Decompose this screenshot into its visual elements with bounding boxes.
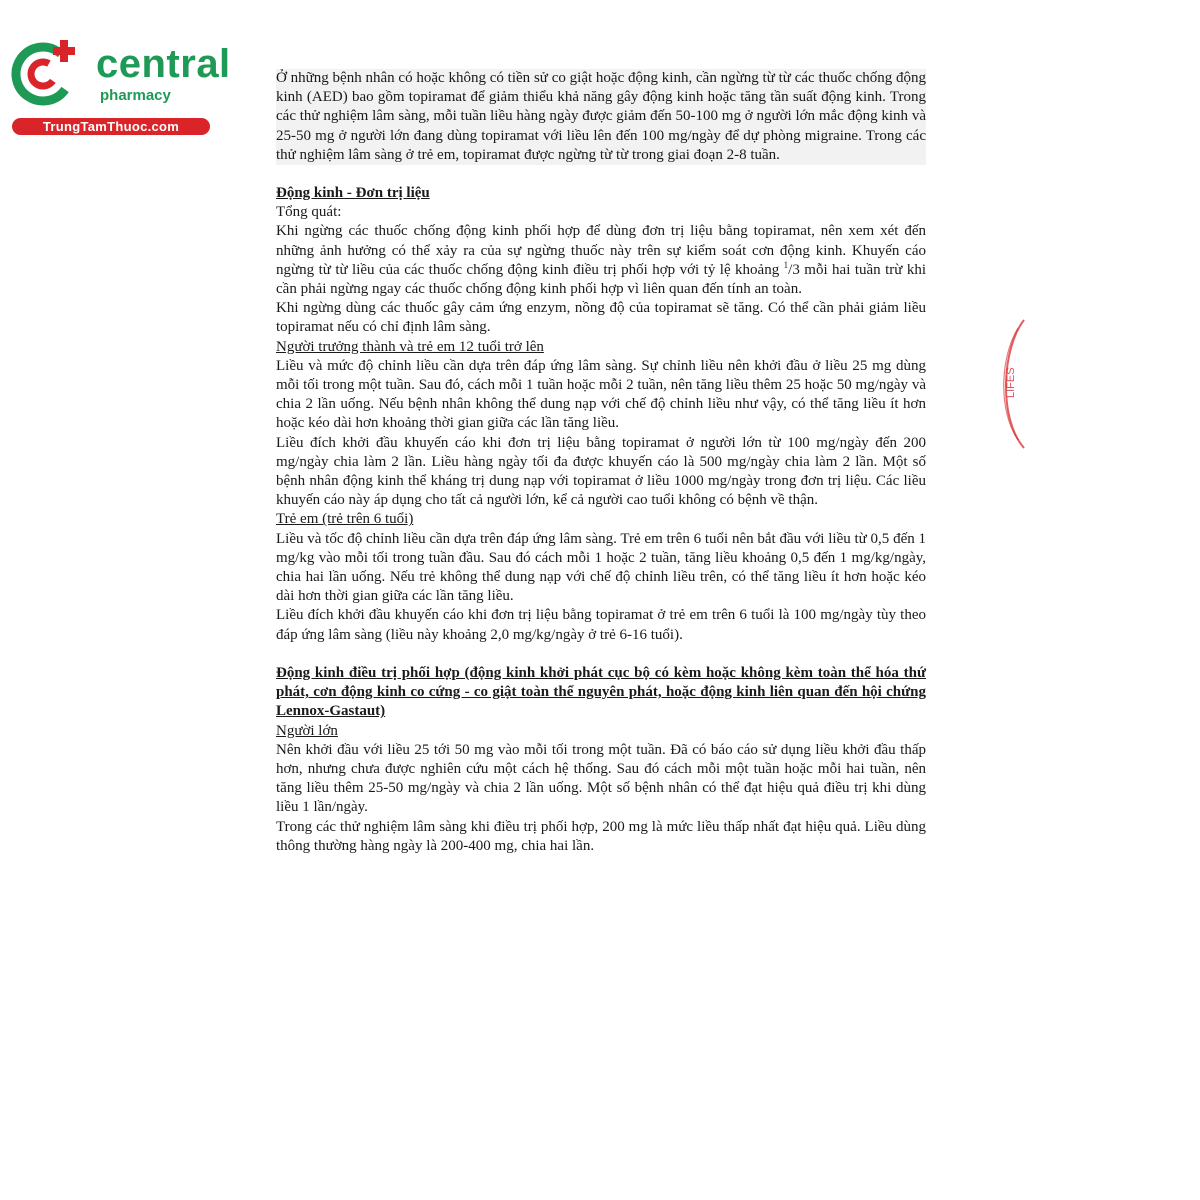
adult-subheading: Người trưởng thành và trẻ em 12 tuổi trở lên bbox=[276, 338, 544, 355]
monotherapy-paragraph-1: Khi ngừng các thuốc chống động kinh phối hợp để dùng đơn trị liệu bằng topiramat, nên xem xét đến những ảnh hưởng có thể xảy ra của sự ngừng thuốc này trên sự kiểm soát cơn động kinh. Khuyến cáo ngừng từ từ liều của các thuốc chống động kinh điều trị phối hợp với tỷ lệ khoảng $^1$/3 mỗi hai tuần trừ khi cần phải ngừng ngay các thuốc chống động kinh phối hợp vì liên quan đến tính an toàn. bbox=[276, 223, 926, 298]
monotherapy-paragraph-3: Liều và mức độ chỉnh liều cần dựa trên đáp ứng lâm sàng. Sự chỉnh liều nên khởi đầu ở liều 25 mg dùng mỗi tối trong một tuần. Sau đó, cách mỗi 1 tuần hoặc mỗi 2 tuần, nên tăng liều thêm 25 hoặc 50 mg/ngày và chia 2 lần uống. Nếu bệnh nhân không thể dung nạp với chế độ chỉnh liều như vậy, có thể tăng liều ít hơn hoặc kéo dài hơn khoảng thời gian giữa các lần tăng liều. bbox=[276, 357, 926, 432]
stamp-fragment bbox=[992, 318, 1026, 450]
document-body bbox=[276, 69, 926, 856]
central-pharmacy-logo[interactable] bbox=[10, 38, 231, 138]
monotherapy-paragraph-6: Liều đích khởi đầu khuyến cáo khi đơn trị liệu bằng topiramat ở trẻ em trên 6 tuổi là 100 mg/ngày tùy theo đáp ứng lâm sàng (liều này khoảng 2,0 mg/kg/ngày ở trẻ 6-16 tuổi). bbox=[276, 607, 926, 643]
adjunct-adult-subheading: Người lớn bbox=[276, 722, 338, 739]
brand-subtitle: pharmacy bbox=[100, 87, 171, 104]
brand-name: central bbox=[96, 42, 231, 86]
adjunct-paragraph-2: Trong các thử nghiệm lâm sàng khi điều trị phối hợp, 200 mg là mức liều thấp nhất đạt hiệu quả. Liều dùng thông thường hàng ngày là 200-400 mg, chia hai lần. bbox=[276, 818, 926, 854]
monotherapy-title: Động kinh - Đơn trị liệu bbox=[276, 185, 430, 202]
svg-text:LIFES: LIFES bbox=[1005, 367, 1017, 398]
monotherapy-paragraph-5: Liều và tốc độ chỉnh liều cần dựa trên đáp ứng lâm sàng. Trẻ em trên 6 tuổi nên bắt đầu với liều từ 0,5 đến 1 mg/kg vào mỗi tối trong tuần đầu. Sau đó cách mỗi 1 hoặc 2 tuần, tăng liều khoảng 0,5 đến 1 mg/kg/ngày, chia hai lần uống. Nếu trẻ không thể dung nạp với chế độ chỉnh liều trên, có thể tăng liều ít hơn hoặc kéo dài hơn thời gian giữa các lần tăng liều. bbox=[276, 530, 926, 605]
adjunct-paragraph-1: Nên khởi đầu với liều 25 tới 50 mg vào mỗi tối trong một tuần. Đã có báo cáo sử dụng liều khởi đầu thấp hơn, nhưng chưa được nghiên cứu một cách hệ thống. Sau đó cách mỗi một tuần hoặc mỗi hai tuần, nên tăng liều thêm 25-50 mg/ngày và chia 2 lần uống. Một số bệnh nhân có thể đạt hiệu quả điều trị khi dùng liều 1 lần/ngày. bbox=[276, 741, 926, 816]
site-banner: TrungTamThuoc.com bbox=[12, 118, 210, 135]
child-subheading: Trẻ em (trẻ trên 6 tuổi) bbox=[276, 511, 414, 528]
general-label: Tổng quát: bbox=[276, 204, 342, 221]
intro-paragraph: Ở những bệnh nhân có hoặc không có tiền sử co giật hoặc động kinh, cần ngừng từ từ các thuốc chống động kinh (AED) bao gồm topiramat để giảm thiểu khả năng gây động kinh hoặc tăng tần suất động kinh. Trong các thử nghiệm lâm sàng, mỗi tuần liều hàng ngày được giảm đến 50-100 mg ở người lớn mắc động kinh và 25-50 mg ở người lớn đang dùng topiramat với liều lên đến 100 mg/ngày để dự phòng migraine. Trong các thử nghiệm lâm sàng ở trẻ em, topiramat được ngừng từ từ trong giai đoạn 2-8 tuần. bbox=[276, 69, 926, 165]
adjunct-title: Động kinh điều trị phối hợp (động kinh khởi phát cục bộ có kèm hoặc không kèm toàn thể hóa thứ phát, cơn động kinh co cứng - co giật toàn thể nguyên phát, hoặc động kinh liên quan đến hội chứng Lennox-Gastaut) bbox=[276, 664, 926, 720]
pharmacy-cross-icon bbox=[10, 38, 80, 108]
monotherapy-paragraph-2: Khi ngừng dùng các thuốc gây cảm ứng enzym, nồng độ của topiramat sẽ tăng. Có thể cần phải giảm liều topiramat nếu có chỉ định lâm sàng. bbox=[276, 300, 926, 336]
monotherapy-paragraph-4: Liều đích khởi đầu khuyến cáo khi đơn trị liệu bằng topiramat ở người lớn từ 100 mg/ngày đến 200 mg/ngày chia làm 2 lần. Liều hàng ngày tối đa được khuyến cáo là 500 mg/ngày chia làm 2 lần. Một số bệnh nhân động kinh thể kháng trị dung nạp với topiramat ở liều 1000 mg/ngày trong đơn trị liệu. Các liều khuyến cáo này áp dụng cho tất cả người lớn, kể cả người cao tuổi không có bệnh về thận. bbox=[276, 434, 926, 509]
